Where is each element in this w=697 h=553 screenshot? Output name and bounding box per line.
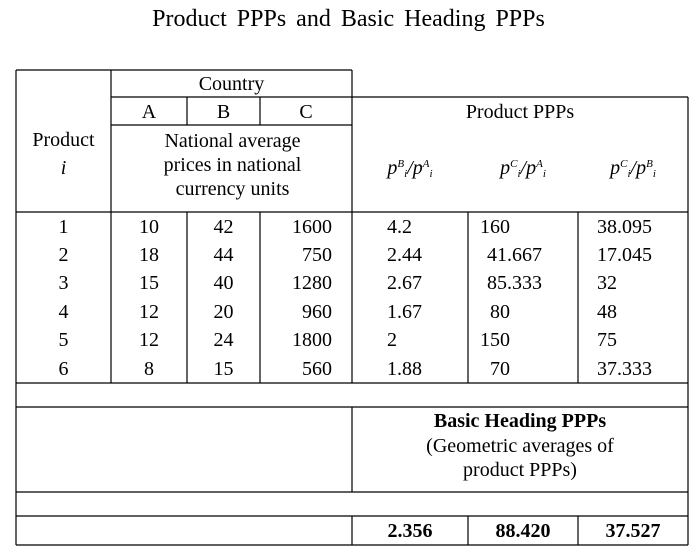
ppp-c-b-cell: 37.333 [597,358,652,380]
ppp-b-a-cell: 2 [387,329,397,351]
price-a-cell: 18 [139,244,159,266]
product-header: Product [32,129,95,151]
ratio-b-a-header: $p^B_i/p^A_i$ [387,157,433,180]
price-c-cell: 560 [302,358,332,380]
basic-heading-b-a-value: 2.356 [387,520,433,542]
basic-heading-c-b-value: 37.527 [605,520,661,542]
price-c-cell: 1600 [292,216,332,238]
ppp-c-a-cell: 85.333 [487,272,542,294]
price-b-cell: 24 [213,329,234,351]
ppp-b-a-cell: 1.67 [387,301,422,323]
basic-heading-title: Basic Heading PPPs [433,410,607,432]
ppp-c-b-cell: 38.095 [597,216,652,238]
country-a-header: A [141,101,157,123]
ppp-b-a-cell: 4.2 [387,216,412,238]
price-a-cell: 10 [139,216,159,238]
ppp-b-a-cell: 2.67 [387,272,422,294]
country-b-header: B [216,101,231,123]
ppp-c-b-cell: 32 [597,272,617,294]
product-ppps-header: Product PPPs [465,101,575,123]
price-a-cell: 12 [139,301,159,323]
basic-heading-c-a-value: 88.420 [495,520,551,542]
price-b-cell: 20 [213,301,234,323]
price-a-cell: 8 [144,358,154,380]
price-b-cell: 44 [213,244,234,266]
price-c-cell: 1280 [292,272,332,294]
price-c-cell: 750 [302,244,332,266]
ppp-c-b-cell: 75 [597,329,617,351]
prices-caption: National average prices in national currency units [163,130,302,200]
ppp-c-a-cell: 41.667 [487,244,542,266]
ppp-b-a-cell: 1.88 [387,358,422,380]
country-header: Country [198,73,265,95]
ppp-c-a-cell: 70 [490,358,510,380]
product-index-cell: 4 [58,301,69,323]
ppp-c-a-cell: 160 [480,216,510,238]
ppp-c-a-cell: 80 [490,301,510,323]
price-b-cell: 40 [213,272,234,294]
price-c-cell: 960 [302,301,332,323]
product-index-header: i [60,157,67,179]
price-c-cell: 1800 [292,329,332,351]
ppp-c-b-cell: 17.045 [597,244,652,266]
price-a-cell: 15 [139,272,159,294]
page-title: Product PPPs and Basic Heading PPPs [152,6,545,32]
product-index-cell: 6 [58,358,69,380]
ratio-c-a-header: $p^C_i/p^A_i$ [500,157,546,180]
product-index-cell: 1 [58,216,69,238]
price-a-cell: 12 [139,329,159,351]
product-index-cell: 5 [58,329,69,351]
ppp-b-a-cell: 2.44 [387,244,422,266]
ppp-c-b-cell: 48 [597,301,617,323]
price-b-cell: 42 [213,216,234,238]
basic-heading-subtitle: (Geometric averages of product PPPs) [426,435,614,481]
product-index-cell: 2 [58,244,69,266]
ppp-c-a-cell: 150 [480,329,510,351]
country-c-header: C [299,101,313,123]
ratio-c-b-header: $p^C_i/p^B_i$ [610,157,656,180]
price-b-cell: 15 [213,358,234,380]
product-index-cell: 3 [58,272,69,294]
